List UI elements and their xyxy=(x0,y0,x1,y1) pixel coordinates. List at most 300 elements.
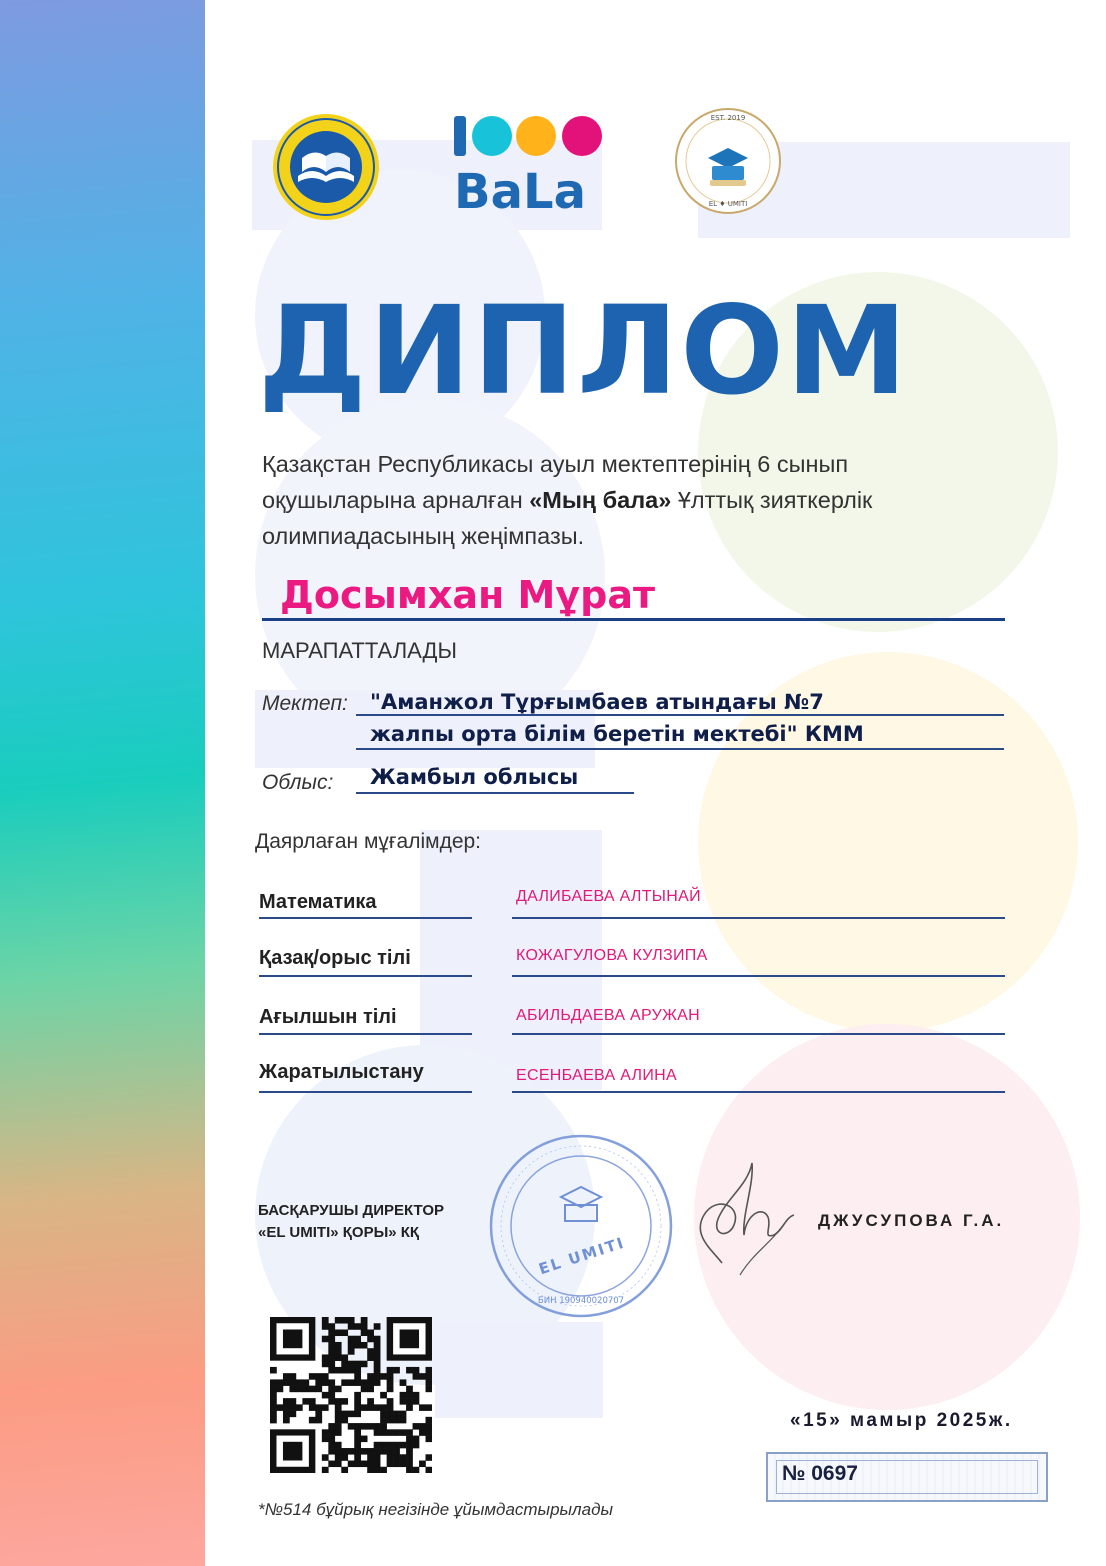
qr-module xyxy=(400,1461,407,1468)
qr-module xyxy=(341,1354,348,1361)
diploma-number: № 0697 xyxy=(782,1462,858,1485)
teacher-name: АБИЛЬДАЕВА АРУЖАН xyxy=(516,1007,701,1024)
qr-module xyxy=(309,1373,316,1380)
teacher-name: ДАЛИБАЕВА АЛТЫНАЙ xyxy=(516,888,701,905)
qr-module xyxy=(387,1367,394,1374)
qr-module xyxy=(322,1361,329,1368)
qr-module xyxy=(328,1354,335,1361)
winner-name: Досымхан Мұрат xyxy=(280,573,655,617)
qr-module xyxy=(400,1429,407,1436)
qr-module xyxy=(361,1404,368,1411)
qr-module xyxy=(426,1379,432,1386)
qr-module xyxy=(367,1461,374,1468)
region-value: Жамбыл облысы xyxy=(370,765,579,789)
qr-module xyxy=(354,1373,361,1380)
qr-module xyxy=(322,1467,329,1473)
qr-module xyxy=(406,1398,413,1405)
qr-module xyxy=(328,1429,335,1436)
qr-module xyxy=(380,1442,387,1449)
qr-module xyxy=(406,1442,413,1449)
qr-module xyxy=(374,1448,381,1455)
qr-module xyxy=(354,1454,361,1461)
qr-module xyxy=(406,1461,413,1468)
qr-module xyxy=(374,1454,381,1461)
qr-module xyxy=(322,1404,329,1411)
qr-module xyxy=(296,1379,303,1386)
qr-module xyxy=(335,1354,342,1361)
qr-module xyxy=(335,1342,342,1349)
qr-module xyxy=(374,1442,381,1449)
teacher-name: КОЖАГУЛОВА КУЛЗИПА xyxy=(516,947,708,964)
qr-module xyxy=(426,1467,432,1473)
qr-module xyxy=(367,1373,374,1380)
qr-module xyxy=(354,1442,361,1449)
qr-module xyxy=(380,1404,387,1411)
qr-module xyxy=(283,1417,290,1424)
qr-module xyxy=(348,1448,355,1455)
qr-module xyxy=(367,1448,374,1455)
ministry-emblem-logo xyxy=(268,112,384,222)
qr-module xyxy=(380,1423,387,1430)
school-underline xyxy=(356,748,1004,750)
qr-module xyxy=(419,1461,426,1468)
qr-module xyxy=(387,1379,394,1386)
qr-module xyxy=(270,1386,277,1393)
qr-module xyxy=(367,1404,374,1411)
qr-module xyxy=(283,1379,290,1386)
subject-underline xyxy=(259,1033,472,1035)
qr-module xyxy=(380,1417,387,1424)
qr-module xyxy=(276,1386,283,1393)
qr-module xyxy=(341,1379,348,1386)
qr-module xyxy=(387,1398,394,1405)
qr-module xyxy=(341,1417,348,1424)
qr-module xyxy=(354,1461,361,1468)
qr-module xyxy=(406,1467,413,1473)
qr-module xyxy=(380,1448,387,1455)
qr-module xyxy=(361,1423,368,1430)
qr-module xyxy=(393,1429,400,1436)
qr-module xyxy=(387,1454,394,1461)
teacher-subject: Жаратылыстану xyxy=(259,1061,424,1083)
official-stamp xyxy=(486,1133,676,1319)
qr-module xyxy=(341,1361,348,1368)
qr-module xyxy=(380,1392,387,1399)
qr-module xyxy=(426,1423,432,1430)
qr-module xyxy=(354,1411,361,1418)
qr-module xyxy=(348,1367,355,1374)
qr-module xyxy=(328,1323,335,1330)
qr-module xyxy=(354,1367,361,1374)
qr-module xyxy=(387,1442,394,1449)
award-description xyxy=(262,446,982,554)
diploma-number-box xyxy=(766,1452,1048,1502)
qr-module xyxy=(335,1398,342,1405)
qr-module xyxy=(341,1317,348,1324)
qr-module xyxy=(361,1436,368,1443)
qr-module xyxy=(322,1436,329,1443)
qr-module xyxy=(374,1367,381,1374)
qr-module xyxy=(367,1386,374,1393)
qr-module xyxy=(354,1436,361,1443)
qr-module xyxy=(354,1392,361,1399)
qr-module xyxy=(348,1411,355,1418)
qr-module xyxy=(328,1423,335,1430)
school-underline xyxy=(356,714,1004,716)
qr-module xyxy=(283,1398,290,1405)
qr-module xyxy=(276,1404,283,1411)
qr-module xyxy=(413,1442,420,1449)
qr-module xyxy=(367,1354,374,1361)
qr-module xyxy=(367,1329,374,1336)
qr-module xyxy=(328,1436,335,1443)
description-line: Қазақстан Республикасы ауыл мектептерінің 6 сынып xyxy=(262,451,849,477)
qr-module xyxy=(374,1336,381,1343)
qr-module xyxy=(361,1342,368,1349)
qr-module xyxy=(354,1336,361,1343)
qr-module xyxy=(328,1348,335,1355)
qr-module xyxy=(361,1317,368,1324)
qr-module xyxy=(380,1429,387,1436)
qr-module xyxy=(426,1386,432,1393)
qr-module xyxy=(328,1392,335,1399)
qr-module xyxy=(315,1379,322,1386)
qr-module xyxy=(374,1423,381,1430)
qr-module xyxy=(361,1461,368,1468)
qr-module xyxy=(400,1442,407,1449)
qr-module xyxy=(361,1448,368,1455)
qr-module xyxy=(335,1411,342,1418)
qr-module xyxy=(335,1317,342,1324)
qr-finder-module xyxy=(283,1442,302,1461)
qr-module xyxy=(361,1379,368,1386)
qr-module xyxy=(335,1423,342,1430)
director-title-line: БАСҚАРУШЫ ДИРЕКТОР xyxy=(258,1202,445,1219)
qr-module xyxy=(289,1404,296,1411)
qr-module xyxy=(341,1448,348,1455)
qr-module xyxy=(380,1411,387,1418)
qr-module xyxy=(367,1467,374,1473)
qr-finder-module xyxy=(283,1329,302,1348)
qr-module xyxy=(413,1367,420,1374)
qr-module xyxy=(406,1429,413,1436)
qr-module xyxy=(270,1379,277,1386)
logo-bala-text: BaLa xyxy=(454,164,586,214)
qr-module xyxy=(315,1411,322,1418)
qr-module xyxy=(387,1461,394,1468)
qr-module xyxy=(335,1386,342,1393)
teachers-heading: Даярлаған мұғалімдер: xyxy=(255,830,482,853)
qr-module xyxy=(335,1348,342,1355)
qr-module xyxy=(270,1417,277,1424)
logo3-name-text: EL ♦ UMITI xyxy=(708,200,748,208)
qr-module xyxy=(354,1398,361,1405)
qr-module xyxy=(309,1417,316,1424)
qr-module xyxy=(426,1417,432,1424)
diploma-title: ДИПЛОМ xyxy=(258,280,910,422)
qr-module xyxy=(426,1429,432,1436)
subject-underline xyxy=(259,975,472,977)
el-umiti-logo xyxy=(672,106,784,216)
qr-module xyxy=(270,1367,277,1374)
qr-module xyxy=(387,1429,394,1436)
name-underline xyxy=(262,618,1005,621)
qr-module xyxy=(393,1461,400,1468)
qr-module xyxy=(322,1429,329,1436)
qr-module xyxy=(335,1367,342,1374)
qr-module xyxy=(270,1398,277,1405)
qr-module xyxy=(400,1417,407,1424)
qr-module xyxy=(419,1423,426,1430)
qr-module xyxy=(406,1392,413,1399)
logo3-est-text: EST. 2019 xyxy=(710,114,746,122)
qr-module xyxy=(406,1367,413,1374)
qr-module xyxy=(367,1454,374,1461)
qr-module xyxy=(367,1398,374,1405)
qr-module xyxy=(400,1398,407,1405)
qr-module xyxy=(328,1342,335,1349)
qr-module xyxy=(426,1367,432,1374)
qr-module xyxy=(413,1423,420,1430)
qr-module xyxy=(393,1367,400,1374)
qr-module xyxy=(315,1373,322,1380)
qr-module xyxy=(354,1404,361,1411)
qr-module xyxy=(309,1386,316,1393)
qr-module xyxy=(367,1348,374,1355)
qr-module xyxy=(387,1411,394,1418)
qr-module xyxy=(341,1467,348,1473)
qr-module xyxy=(419,1373,426,1380)
school-name-line2: жалпы орта білім беретін мектебі" КММ xyxy=(370,722,864,746)
qr-module xyxy=(348,1317,355,1324)
qr-module xyxy=(348,1323,355,1330)
qr-module xyxy=(354,1379,361,1386)
qr-module xyxy=(426,1436,432,1443)
qr-module xyxy=(400,1379,407,1386)
teacher-subject: Қазақ/орыс тілі xyxy=(259,947,411,969)
qr-module xyxy=(283,1404,290,1411)
qr-module xyxy=(367,1379,374,1386)
subject-underline xyxy=(259,917,472,919)
qr-module xyxy=(348,1361,355,1368)
qr-module xyxy=(335,1329,342,1336)
qr-module xyxy=(387,1404,394,1411)
qr-module xyxy=(406,1448,413,1455)
qr-module xyxy=(302,1398,309,1405)
gradient-side-band xyxy=(0,0,205,1566)
qr-module xyxy=(276,1379,283,1386)
stamp-center-text: EL UMITI xyxy=(536,1233,628,1279)
qr-module xyxy=(406,1436,413,1443)
qr-module xyxy=(315,1417,322,1424)
qr-module xyxy=(400,1454,407,1461)
qr-module xyxy=(374,1342,381,1349)
qr-module xyxy=(413,1373,420,1380)
qr-module xyxy=(296,1386,303,1393)
qr-module xyxy=(348,1336,355,1343)
qr-module xyxy=(348,1461,355,1468)
qr-module xyxy=(393,1448,400,1455)
qr-module xyxy=(400,1392,407,1399)
qr-module xyxy=(309,1404,316,1411)
stamp-bin-text: БИН 190940020707 xyxy=(537,1296,625,1306)
qr-module xyxy=(348,1379,355,1386)
qr-module xyxy=(341,1411,348,1418)
school-label: Мектеп: xyxy=(262,692,348,715)
teacher-name: ЕСЕНБАЕВА АЛИНА xyxy=(516,1067,677,1084)
qr-module xyxy=(335,1417,342,1424)
qr-module xyxy=(322,1373,329,1380)
qr-module xyxy=(270,1392,277,1399)
qr-module xyxy=(335,1448,342,1455)
qr-module xyxy=(289,1373,296,1380)
qr-module xyxy=(289,1411,296,1418)
qr-module xyxy=(387,1417,394,1424)
subject-underline xyxy=(259,1091,472,1093)
qr-module xyxy=(302,1386,309,1393)
qr-code[interactable] xyxy=(270,1317,432,1473)
qr-module xyxy=(289,1398,296,1405)
teacher-subject: Математика xyxy=(259,891,377,913)
qr-module xyxy=(354,1429,361,1436)
qr-module xyxy=(361,1361,368,1368)
qr-module xyxy=(322,1354,329,1361)
qr-module xyxy=(328,1367,335,1374)
qr-module xyxy=(328,1448,335,1455)
qr-module xyxy=(374,1379,381,1386)
qr-module xyxy=(328,1386,335,1393)
qr-module xyxy=(354,1423,361,1430)
qr-module xyxy=(289,1379,296,1386)
qr-module xyxy=(374,1348,381,1355)
qr-module xyxy=(348,1342,355,1349)
director-title-line: «EL UMITI» ҚОРЫ» КҚ xyxy=(258,1224,420,1241)
qr-module xyxy=(426,1404,432,1411)
qr-module xyxy=(419,1429,426,1436)
qr-module xyxy=(374,1361,381,1368)
qr-module xyxy=(341,1398,348,1405)
qr-module xyxy=(393,1417,400,1424)
qr-module xyxy=(374,1461,381,1468)
footnote: *№514 бұйрық негізінде ұйымдастырылады xyxy=(258,1500,613,1519)
qr-module xyxy=(354,1323,361,1330)
qr-module xyxy=(348,1423,355,1430)
qr-module xyxy=(374,1429,381,1436)
qr-module xyxy=(270,1404,277,1411)
qr-module xyxy=(289,1386,296,1393)
qr-module xyxy=(426,1373,432,1380)
qr-module xyxy=(406,1386,413,1393)
qr-module xyxy=(302,1379,309,1386)
qr-module xyxy=(328,1329,335,1336)
director-name: ДЖУСУПОВА Г.А. xyxy=(818,1211,1005,1230)
qr-module xyxy=(309,1398,316,1405)
qr-module xyxy=(400,1411,407,1418)
qr-module xyxy=(387,1448,394,1455)
qr-module xyxy=(322,1317,329,1324)
qr-module xyxy=(413,1398,420,1405)
qr-module xyxy=(393,1411,400,1418)
teacher-subject: Ағылшын тілі xyxy=(259,1006,397,1028)
qr-module xyxy=(426,1454,432,1461)
teacher-underline xyxy=(512,917,1005,919)
qr-module xyxy=(374,1323,381,1330)
qr-module xyxy=(361,1323,368,1330)
qr-module xyxy=(374,1404,381,1411)
qr-module xyxy=(387,1373,394,1380)
qr-module xyxy=(380,1373,387,1380)
qr-module xyxy=(315,1386,322,1393)
teacher-underline xyxy=(512,1033,1005,1035)
qr-module xyxy=(335,1404,342,1411)
qr-module xyxy=(341,1367,348,1374)
signature xyxy=(682,1155,812,1285)
qr-module xyxy=(322,1323,329,1330)
qr-module xyxy=(406,1404,413,1411)
awarded-text: МАРАПАТТАЛАДЫ xyxy=(262,638,457,663)
qr-module xyxy=(315,1404,322,1411)
description-line: олимпиадасының жеңімпазы. xyxy=(262,523,585,549)
director-title xyxy=(258,1200,444,1244)
qr-finder-module xyxy=(400,1329,419,1348)
1000-bala-logo xyxy=(452,110,608,214)
qr-module xyxy=(367,1423,374,1430)
qr-module xyxy=(341,1454,348,1461)
issue-date: «15» мамыр 2025ж. xyxy=(790,1410,1013,1431)
qr-module xyxy=(328,1379,335,1386)
bg-rect xyxy=(435,1322,603,1418)
qr-module xyxy=(393,1454,400,1461)
qr-module xyxy=(413,1436,420,1443)
qr-module xyxy=(380,1467,387,1473)
qr-module xyxy=(283,1373,290,1380)
qr-module xyxy=(387,1386,394,1393)
qr-module xyxy=(374,1467,381,1473)
qr-module xyxy=(328,1336,335,1343)
teacher-underline xyxy=(512,975,1005,977)
qr-module xyxy=(413,1392,420,1399)
qr-module xyxy=(328,1461,335,1468)
qr-module xyxy=(367,1336,374,1343)
qr-module xyxy=(270,1411,277,1418)
qr-module xyxy=(296,1404,303,1411)
qr-module xyxy=(413,1467,420,1473)
qr-module xyxy=(419,1404,426,1411)
qr-module xyxy=(322,1454,329,1461)
qr-module xyxy=(322,1392,329,1399)
qr-module xyxy=(322,1379,329,1386)
qr-module xyxy=(348,1348,355,1355)
qr-module xyxy=(335,1454,342,1461)
qr-module xyxy=(361,1386,368,1393)
region-label: Облыс: xyxy=(262,771,334,794)
qr-module xyxy=(328,1361,335,1368)
qr-module xyxy=(393,1442,400,1449)
description-line: оқушыларына арналған «Мың бала» Ұлттық зияткерлік xyxy=(262,487,873,513)
region-underline xyxy=(356,792,634,794)
qr-module xyxy=(328,1398,335,1405)
teacher-underline xyxy=(512,1091,1005,1093)
qr-module xyxy=(354,1342,361,1349)
qr-module xyxy=(283,1411,290,1418)
qr-module xyxy=(328,1442,335,1449)
qr-module xyxy=(335,1429,342,1436)
qr-module xyxy=(374,1354,381,1361)
school-name-line1: "Аманжол Тұрғымбаев атындағы №7 xyxy=(370,690,824,714)
qr-module xyxy=(354,1448,361,1455)
qr-module xyxy=(374,1373,381,1380)
qr-module xyxy=(335,1442,342,1449)
